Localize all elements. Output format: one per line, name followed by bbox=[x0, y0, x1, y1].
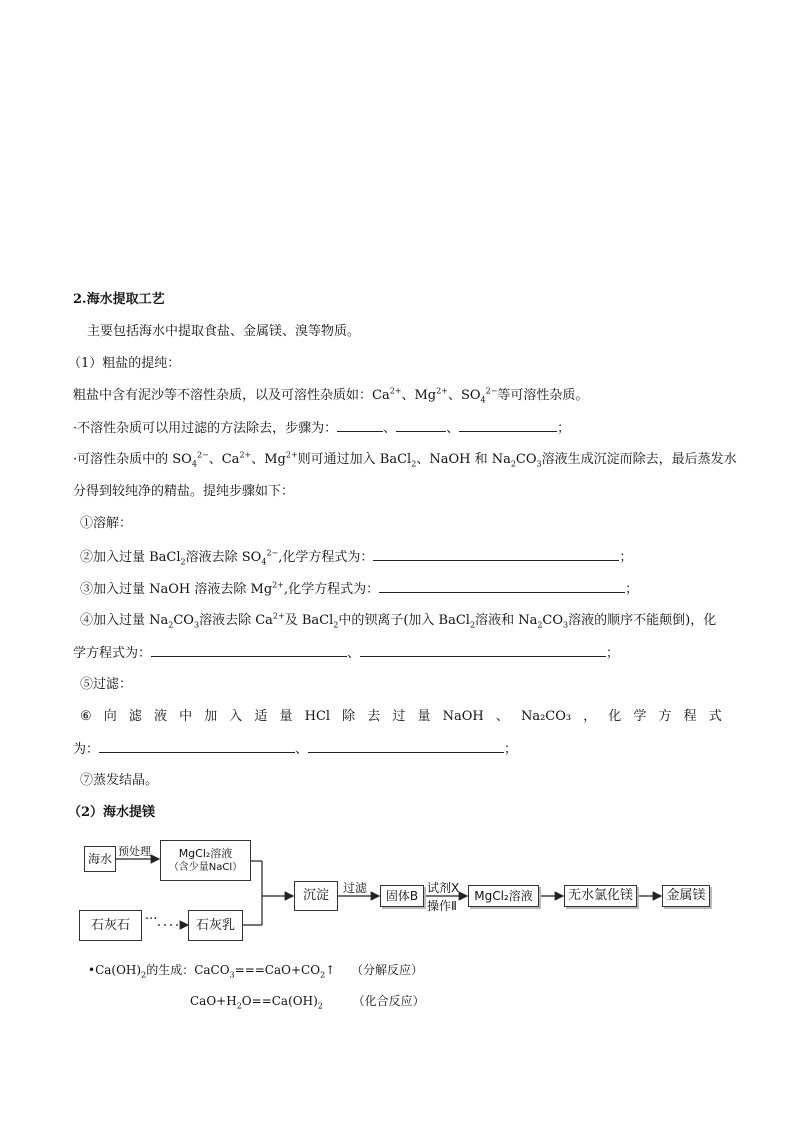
step6-word: 、 bbox=[495, 709, 509, 724]
step6-word: 适 bbox=[254, 709, 268, 724]
step6-word: 向 bbox=[103, 709, 117, 724]
limemilk-box: 石灰乳 bbox=[188, 910, 243, 941]
limestone-box: 石灰石 bbox=[79, 910, 142, 941]
step6-word: 加 bbox=[204, 709, 218, 724]
metal-mg-box: 金属镁 bbox=[662, 885, 710, 907]
section-title: 2.海水提取工艺 bbox=[73, 292, 165, 307]
step6-word: 去 bbox=[367, 709, 381, 724]
anhydrous-mgcl2-box: 无水氯化镁 bbox=[564, 885, 637, 907]
part2-heading: （2）海水提镁 bbox=[68, 805, 156, 820]
step4-cont: 学方程式为： 、 ； bbox=[73, 643, 619, 664]
step6-word: 液 bbox=[153, 709, 167, 724]
step6-word: 量 bbox=[417, 709, 431, 724]
step6-word: 除 bbox=[342, 709, 356, 724]
step7: ⑦蒸发结晶。 bbox=[80, 773, 159, 788]
part1-heading: （1）粗盐的提纯： bbox=[68, 356, 181, 371]
step5: ⑤过滤： bbox=[80, 677, 133, 692]
step6-cont: 为： 、 ； bbox=[73, 739, 517, 760]
operation-2-label: 操作Ⅱ bbox=[427, 899, 457, 913]
soluble-line-cont: 分得到较纯净的精盐。提纯步骤如下： bbox=[73, 484, 295, 499]
precipitate-box: 沉淀 bbox=[294, 881, 338, 911]
step6-word: 方 bbox=[658, 709, 672, 724]
step6-word: 式 bbox=[708, 709, 722, 724]
solid-b-box: 固体B bbox=[380, 885, 424, 907]
equation-1: $•Ca(OH)_2$的生成：$CaCO_3===CaO+CO_2↑$ （分解反应） bbox=[88, 963, 424, 980]
step6-word: 程 bbox=[683, 709, 697, 724]
step6-word: 量 bbox=[279, 709, 293, 724]
equation-2: $CaO+H_2O==Ca(OH)_2$ （化合反应） bbox=[190, 994, 425, 1011]
filter-label: 过滤 bbox=[343, 881, 368, 895]
step6-word: 中 bbox=[179, 709, 193, 724]
step6-word: 滤 bbox=[128, 709, 142, 724]
step6-word: 学 bbox=[633, 709, 647, 724]
intro-text: 主要包括海水中提取食盐、金属镁、溴等物质。 bbox=[87, 324, 361, 339]
mgcl2-solution-box: MgCl₂溶液 （含少量NaCl） bbox=[160, 840, 251, 881]
dots-label: ··· bbox=[145, 912, 158, 927]
step6-word: Na₂CO₃ bbox=[520, 709, 572, 724]
step6-word: 入 bbox=[229, 709, 243, 724]
reagent-x-label: 试剂X bbox=[427, 881, 460, 895]
step2: ②加入过量 BaCl$_2$溶液去除 $SO_4^{2-}$,化学方程式为： ； bbox=[80, 548, 633, 567]
step6-word: 化 bbox=[608, 709, 622, 724]
seawater-box: 海水 bbox=[84, 846, 116, 872]
step1: ①溶解： bbox=[80, 516, 133, 531]
mgcl2-solution-2-box: MgCl₂溶液 bbox=[468, 885, 539, 907]
impurity-line: 粗盐中含有泥沙等不溶性杂质，以及可溶性杂质如：$Ca^{2+}$、$Mg^{2+}$、$SO_4^{2-}$等可溶性杂质。 bbox=[73, 386, 589, 405]
step3: ③加入过量 NaOH 溶液去除 $Mg^{2+}$,化学方程式为： ； bbox=[80, 580, 639, 597]
step6-word: ⑥ bbox=[80, 709, 92, 724]
step6-word: ， bbox=[583, 709, 597, 724]
soluble-line: ·可溶性杂质中的 $SO_4^{2-}$、$Ca^{2+}$、$Mg^{2+}$则可通过加入 BaCl$_2$、NaOH 和 $Na_2CO_3$溶液生成沉淀而除去，最后蒸发水 bbox=[73, 450, 737, 469]
step6-word: HCl bbox=[304, 709, 331, 724]
step6-word: NaOH bbox=[442, 709, 484, 724]
step6-word: 过 bbox=[392, 709, 406, 724]
step4: ④加入过量 $Na_2CO_3$溶液去除 $Ca^{2+}$及 BaCl$_2$中的钡离子(加入 BaCl$_2$溶液和 $Na_2CO_3$溶液的顺序不能颠倒)，化 bbox=[80, 611, 717, 630]
insoluble-line: ·不溶性杂质可以用过滤的方法除去，步骤为： 、 、 ； bbox=[73, 418, 570, 439]
pretreat-label: 预处理 bbox=[118, 845, 151, 858]
